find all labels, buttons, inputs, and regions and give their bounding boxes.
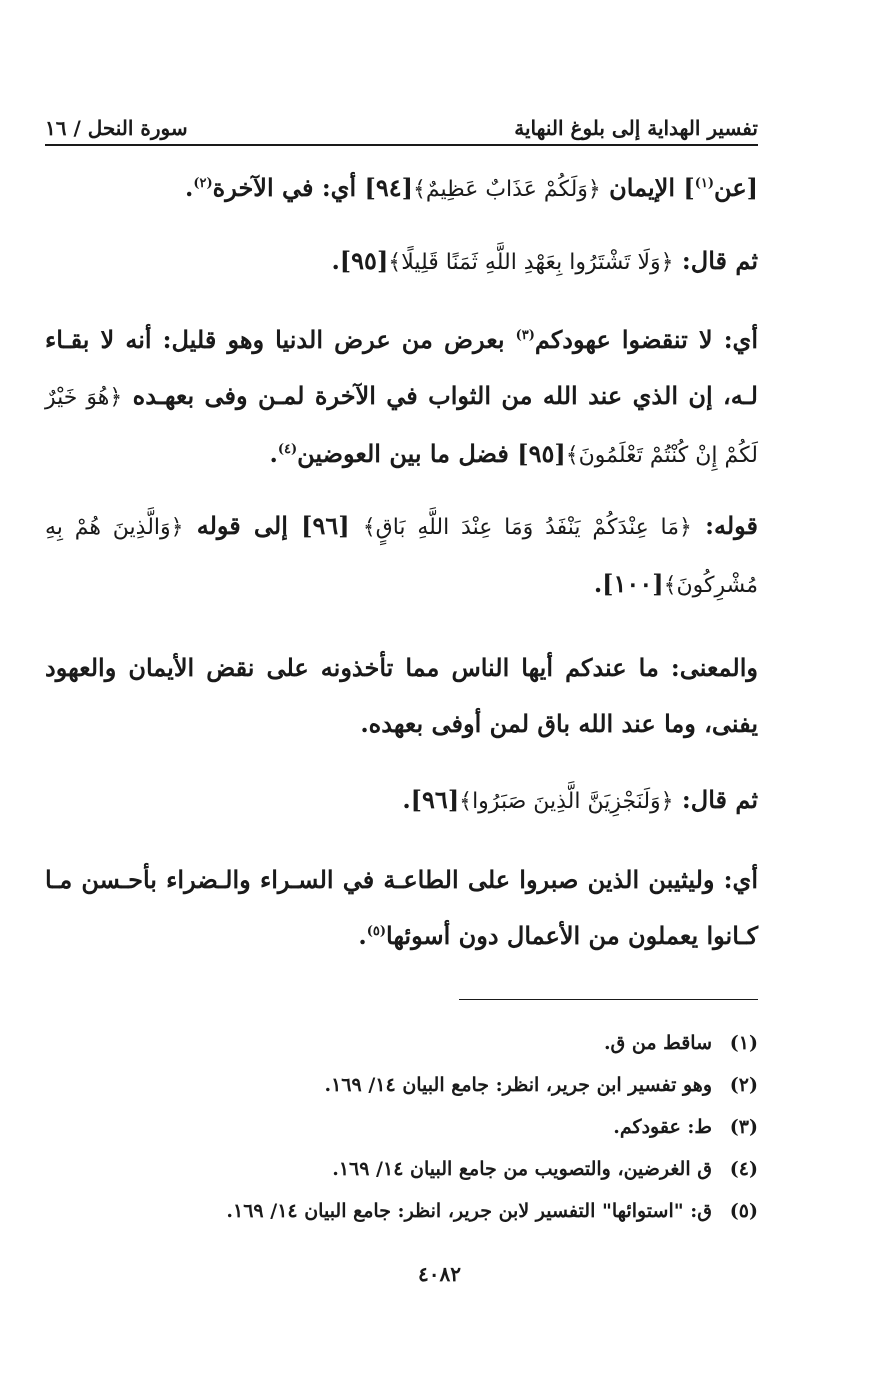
footnote-item <box>45 1106 758 1148</box>
paragraph-1 <box>45 160 758 218</box>
footnote-number: (١) <box>729 1032 758 1054</box>
paragraph-7 <box>45 852 758 964</box>
surah-title: سورة النحل / ١٦ <box>45 116 188 140</box>
footnote-text: ق: "استوائها" التفسير لابن جرير، انظر: جامع البيان ١٤/ ١٦٩. <box>226 1200 712 1222</box>
text-segment: بعرض من عرض الدنيا وهو قليل: أنه لا بقـاء لـه، إن الذي عند الله من الثواب في الآخرة لمـن وفى بعهـده <box>45 325 758 410</box>
footnote-text: ساقط من ق. <box>603 1032 712 1054</box>
footnote-ref[interactable]: (٤) <box>277 442 298 457</box>
text-segment: . <box>269 439 278 468</box>
footnote-ref[interactable]: (٣) <box>515 328 535 343</box>
quran-verse: ﴿مَا عِنْدَكُمْ يَنْفَدُ وَمَا عِنْدَ اللَّهِ بَاقٍ﴾ <box>362 515 692 540</box>
text-segment: [٩٥] فضل ما بين العوضين <box>297 439 566 468</box>
running-header <box>45 100 758 146</box>
paragraph-6 <box>45 772 758 830</box>
paragraph-2 <box>45 233 758 291</box>
footnote-item <box>45 1022 758 1064</box>
footnote-number: (٤) <box>729 1158 758 1180</box>
footnote-text: ق الغرضين، والتصويب من جامع البيان ١٤/ ١٦٩. <box>332 1158 712 1180</box>
text-segment: قوله: <box>691 511 759 540</box>
footnote-number: (٣) <box>729 1116 758 1138</box>
footnote-item <box>45 1064 758 1106</box>
text-segment: . <box>184 173 194 202</box>
footnote-divider <box>459 999 758 1000</box>
book-title: تفسير الهداية إلى بلوغ النهاية <box>514 116 758 140</box>
paragraph-4 <box>45 498 758 614</box>
text-segment: . <box>358 921 367 950</box>
footnote-ref[interactable]: (١) <box>694 176 715 191</box>
footnote-number: (٥) <box>729 1200 758 1222</box>
footnote-text: ط: عقودكم. <box>613 1116 712 1138</box>
footnote-ref[interactable]: (٢) <box>193 176 213 191</box>
quran-verse: ﴿وَلَنَجْزِيَنَّ الَّذِينَ صَبَرُوا﴾ <box>459 789 674 814</box>
text-segment: ] الإيمان <box>600 173 695 202</box>
text-segment: [عن <box>714 173 758 202</box>
quran-verse: ﴿وَلَا تَشْتَرُوا بِعَهْدِ اللَّهِ ثَمَنًا قَلِيلًا﴾ <box>388 250 674 275</box>
text-segment: أي: لا تنقضوا عهودكم <box>534 325 759 354</box>
quran-verse: ﴿هُوَ خَيْرٌ لَكُمْ إِنْ كُنْتُمْ تَعْلَمُونَ﴾ <box>45 385 758 468</box>
text-segment: [١٠٠]. <box>593 569 664 598</box>
footnote-number: (٢) <box>729 1074 758 1096</box>
footnote-item <box>45 1148 758 1190</box>
text-segment: والمعنى: ما عندكم أيها الناس مما تأخذونه على نقض الأيمان والعهود يفنى، وما عند الله باق لمن أوفى بعهده. <box>45 653 758 738</box>
quran-verse: ﴿وَلَكُمْ عَذَابٌ عَظِيمٌ﴾ <box>412 177 601 202</box>
footnote-item <box>45 1190 758 1232</box>
text-segment: أي: وليثيبن الذين صبروا على الطاعـة في السـراء والـضراء بأحـسن مـا كـانوا يعملون من الأعمال دون أسوئها <box>45 865 758 950</box>
quran-verse: ﴿وَالَّذِينَ هُمْ بِهِ مُشْرِكُونَ﴾ <box>45 515 758 598</box>
paragraph-5 <box>45 640 758 752</box>
footnote-text: وهو تفسير ابن جرير، انظر: جامع البيان ١٤/ ١٦٩. <box>324 1074 712 1096</box>
footnotes-list <box>45 1022 758 1232</box>
footnote-ref[interactable]: (٥) <box>366 924 387 939</box>
paragraph-3 <box>45 312 758 484</box>
page-number: ٤٠٨٢ <box>418 1262 461 1286</box>
text-segment: ثم قال: <box>673 785 758 814</box>
text-segment: [٩٦] إلى قوله <box>183 511 363 540</box>
text-segment: ثم قال: <box>673 246 758 275</box>
text-segment: [٩٤] أي: في الآخرة <box>212 173 413 202</box>
text-segment: [٩٦]. <box>402 785 460 814</box>
text-segment: [٩٥]. <box>331 246 389 275</box>
